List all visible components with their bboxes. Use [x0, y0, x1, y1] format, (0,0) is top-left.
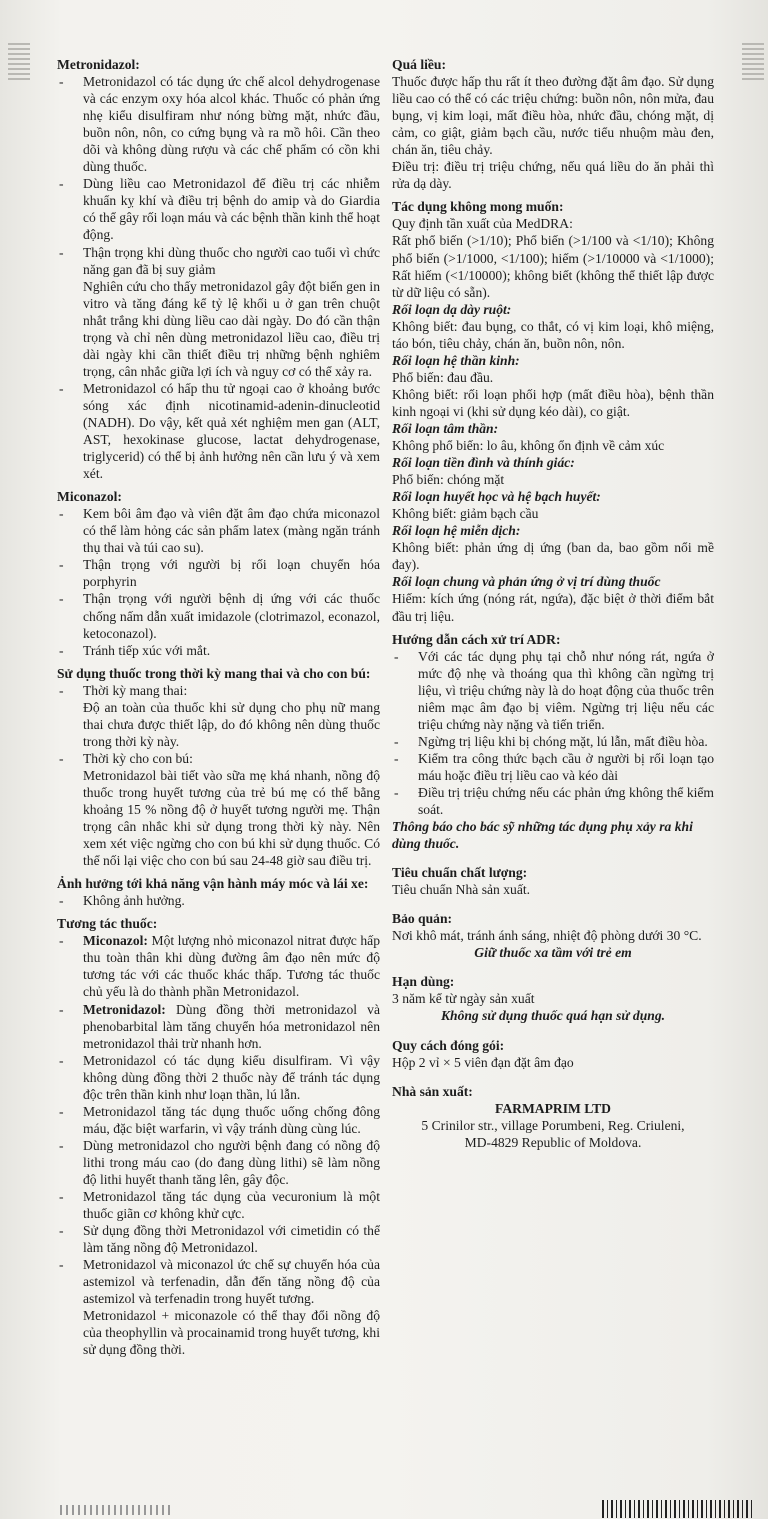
metronidazol-section: [57, 56, 380, 482]
adverse-group-text: Phổ biến: chóng mặt: [392, 472, 505, 488]
adr-heading: Hướng dẫn cách xử trí ADR:: [392, 631, 561, 647]
footer-print-marks: [60, 1505, 170, 1515]
packing-text: Hộp 2 vỉ × 5 viên đạn đặt âm đạo: [392, 1054, 574, 1070]
adverse-group-heading: Rối loạn tiền đình và thính giác:: [392, 455, 575, 471]
storage-section: [392, 910, 714, 961]
list-item: - Thận trọng với người bị rối loạn chuyển hóa porphyrin: [59, 557, 380, 590]
list-item: - Metronidazol và miconazol ức chế sự chuyển hóa của astemizol và terfenadin, dẫn đến tăng nồng độ của astemizol và terfenadin trong huyết tương.: [59, 1257, 380, 1307]
quality-section: [392, 864, 714, 898]
adverse-group: [392, 301, 714, 352]
list-item: - Metronidazol tăng tác dụng của vecuronium là một thuốc giãn cơ không khử cực.: [59, 1189, 380, 1222]
maker-address-line-1: 5 Crinilor str., village Porumbeni, Reg. Criuleni,: [421, 1117, 685, 1133]
list-item: - Metronidazol: Dùng đồng thời metronidazol và phenobarbital làm tăng chuyển hóa metronidazol nên metronidazol thải trừ nhanh hơn.: [59, 1001, 380, 1051]
adverse-group-heading: Rối loạn huyết học và hệ bạch huyết:: [392, 489, 601, 505]
list-item: - Tránh tiếp xúc với mắt.: [59, 642, 211, 658]
adr-section: [392, 631, 714, 853]
expiry-section: [392, 973, 714, 1024]
packing-heading: Quy cách đóng gói:: [392, 1037, 505, 1053]
interactions-section: [57, 915, 380, 1358]
overdose-heading: Quá liều:: [392, 57, 447, 72]
adverse-group-heading: Rối loạn dạ dày ruột:: [392, 301, 512, 317]
left-column: [57, 56, 380, 1359]
adverse-group: [392, 454, 714, 488]
frequency-definitions: Rất phổ biến (>1/10); Phổ biến (>1/100 và <1/10); Không phổ biến (>1/1000, <1/100); hiếm (>1/10000 và <1/1000); Rất hiếm (<1/10000); không biết (không thể thiết lập được từ dữ liệu có sẵn).: [392, 233, 714, 300]
adverse-group: [392, 420, 714, 454]
right-edge-print-marks: [742, 40, 764, 83]
list-item: - Metronidazol có tác dụng ức chế alcol dehydrogenase và các enzym oxy hóa alcol khác. Thuốc có phản ứng nhẹ kiểu disulfiram như nóng bừng mặt, nhức đầu, buồn nôn, nôn, co cứng bụng và ra mồ hôi. Cần theo dõi và không dùng rượu và các chế phẩm có cồn khi dùng thuốc.: [59, 74, 380, 175]
storage-text: Nơi khô mát, tránh ánh sáng, nhiệt độ phòng dưới 30 °C.: [392, 928, 702, 944]
adverse-group-text: Không biết: đau bụng, co thắt, có vị kim loại, khô miệng, táo bón, tiêu chảy, chán ăn, buồn nôn, nôn.: [392, 318, 714, 351]
list-item: - Ngừng trị liệu khi bị chóng mặt, lú lẫn, mất điều hòa.: [394, 733, 708, 749]
list-item: - Không ảnh hưởng.: [59, 893, 185, 909]
list-item: - Dùng liều cao Metronidazol để điều trị các nhiễm khuẩn kỵ khí và điều trị bệnh do amip và do Giardia có thể gây rối loạn máu và các bệnh thần kinh thể hoạt động.: [59, 176, 380, 243]
adverse-group-heading: Rối loạn chung và phản ứng ở vị trí dùng thuốc: [392, 574, 661, 590]
expiry-text: 3 năm kể từ ngày sản xuất: [392, 991, 535, 1007]
left-edge-print-marks: [8, 40, 30, 83]
adverse-heading: Tác dụng không mong muốn:: [392, 199, 564, 215]
pregnancy-text: Độ an toàn của thuốc khi sử dụng cho phụ nữ mang thai chưa được thiết lập, do đó không nên dùng thuốc trong thời kỳ này.: [83, 699, 380, 749]
expiry-heading: Hạn dùng:: [392, 974, 455, 990]
adverse-section: [392, 198, 714, 624]
overdose-treatment: Điều trị: điều trị triệu chứng, nếu quá liều do ăn phải thì rửa dạ dày.: [392, 159, 714, 192]
adverse-group-heading: Rối loạn tâm thần:: [392, 420, 499, 436]
list-item: - Thời kỳ cho con bú:: [59, 750, 193, 766]
adverse-group-text: Không phổ biến: lo âu, không ổn định về cảm xúc: [392, 438, 665, 454]
list-item: - Metronidazol có tác dụng kiểu disulfiram. Vì vậy không dùng đồng thời 2 thuốc này để tránh tác dụng độc trên thần kinh như loạn thần, lú lẫn.: [59, 1052, 380, 1102]
adr-notice: Thông báo cho bác sỹ những tác dụng phụ xảy ra khi dùng thuốc.: [392, 819, 693, 852]
adverse-group-heading: Rối loạn hệ thần kinh:: [392, 352, 520, 368]
overdose-section: [392, 56, 714, 192]
miconazol-heading: Miconazol:: [57, 489, 122, 505]
adverse-group-text: Phổ biến: đau đầu. Không biết: rối loạn phối hợp (mất điều hòa), bệnh thần kinh ngoại vi (khi sử dụng kéo dài), co giật.: [392, 369, 714, 419]
adverse-group-text: Không biết: giảm bạch cầu: [392, 506, 539, 522]
list-item: - Kem bôi âm đạo và viên đặt âm đạo chứa miconazol có thể làm hỏng các sản phẩm latex (màng ngăn tránh thụ thai và túi cao su).: [59, 506, 380, 556]
storage-note: Giữ thuốc xa tầm với trẻ em: [474, 945, 632, 961]
meddra-intro: Quy định tần xuất của MedDRA:: [392, 216, 573, 232]
maker-section: [392, 1083, 714, 1151]
list-item: - Điều trị triệu chứng nếu các phản ứng không thể kiểm soát.: [394, 784, 714, 818]
storage-heading: Bảo quản:: [392, 911, 453, 927]
list-item: - Metronidazol có hấp thu tử ngoại cao ở khoảng bước sóng xác định nicotinamid-adenin-dinucleotid (NADH). Do vậy, kết quả xét nghiệm men gan (ALT, AST, hexokinase glucose, lactat dehydrogenase, triglycerid) có thể bị ảnh hưởng nên cần lưu ý và xem xét.: [59, 380, 380, 482]
list-item: - Kiểm tra công thức bạch cầu ở người bị rối loạn tạo máu hoặc điều trị liều cao và kéo dài: [394, 750, 714, 783]
adverse-group: [392, 573, 714, 624]
list-item: - Miconazol: Một lượng nhỏ miconazol nitrat được hấp thu toàn thân khi dùng đường âm đạo nên mức độ tương tác với các thuốc khác thấp. Tương tác thuốc chủ yếu là do thành phần Metronidazol.: [59, 933, 380, 1000]
metronidazol-heading: Metronidazol:: [57, 57, 140, 72]
list-item: - Sử dụng đồng thời Metronidazol với cimetidin có thể làm tăng nồng độ Metronidazol.: [59, 1223, 380, 1256]
research-note: Nghiên cứu cho thấy metronidazol gây đột biến gen in vitro và tăng đáng kể tỷ lệ khối u ở gan trên chuột nhắt trắng khi dùng liều cao dài ngày. Do đó cần thận trọng và chỉ nên dùng metronidazol liều cao, điều trị dài ngày khi cần thiết điều trị những bệnh nghiêm trọng, cân nhắc giữa lợi ích và nguy cơ có thể xảy ra.: [83, 278, 380, 379]
right-column: [392, 56, 714, 1151]
maker-address-line-2: MD-4829 Republic of Moldova.: [464, 1134, 642, 1150]
quality-text: Tiêu chuẩn Nhà sản xuất.: [392, 882, 531, 898]
adverse-group-heading: Rối loạn hệ miễn dịch:: [392, 523, 521, 539]
adverse-group: [392, 522, 714, 573]
list-item: - Dùng metronidazol cho người bệnh đang có nồng độ lithi trong máu cao (do đang dùng lithi) sẽ làm nồng độ lithi huyết thanh tăng lên, gây độc.: [59, 1137, 380, 1187]
machinery-heading: Ảnh hưởng tới khả năng vận hành máy móc và lái xe:: [57, 876, 369, 892]
list-item: - Thận trọng khi dùng thuốc cho người cao tuổi vì chức năng gan đã bị suy giảm: [59, 244, 380, 277]
quality-heading: Tiêu chuẩn chất lượng:: [392, 865, 528, 881]
adverse-group: [392, 488, 714, 522]
miconazol-section: [57, 488, 380, 658]
interactions-heading: Tương tác thuốc:: [57, 916, 158, 932]
maker-name: FARMAPRIM LTD: [495, 1100, 611, 1116]
pregnancy-heading: Sử dụng thuốc trong thời kỳ mang thai và cho con bú:: [57, 665, 371, 681]
nursing-text: Metronidazol bài tiết vào sữa mẹ khá nhanh, nồng độ thuốc trong huyết tương của trẻ bú mẹ có thể bằng khoảng 15 % nồng độ ở huyết tương người mẹ. Thận trọng cân nhắc khi sử dụng trong thời kỳ này. Nên xem xét việc ngừng cho con bú khi sử dụng thuốc. Có thể nối lại việc cho con bú sau 24-48 giờ sau điều trị.: [83, 767, 380, 869]
list-item: - Thận trọng với người bệnh dị ứng với các thuốc chống nấm dẫn xuất imidazole (clotrimazol, econazol, ketoconazol).: [59, 591, 380, 641]
adverse-group-text: Không biết: phản ứng dị ứng (ban da, bao gồm nổi mề đay).: [392, 540, 714, 573]
expiry-note: Không sử dụng thuốc quá hạn sử dụng.: [440, 1008, 666, 1024]
maker-heading: Nhà sản xuất:: [392, 1083, 473, 1099]
packing-section: [392, 1037, 714, 1071]
list-item: - Với các tác dụng phụ tại chỗ như nóng rát, ngứa ở mức độ nhẹ và thoáng qua thì không cần ngừng trị liệu, vì triệu chứng này là do hoạt động của thuốc trên niêm mạc âm đạo bị viêm. Ngừng trị liệu nếu các triệu chứng này nặng và tiến triển.: [394, 648, 714, 732]
pregnancy-section: [57, 665, 380, 870]
overdose-text: Thuốc được hấp thu rất ít theo đường đặt âm đạo. Sử dụng liều cao có thể có các triệu chứng: buồn nôn, nôn mửa, đau bụng, vị kim loại, mất điều hòa, nhức đầu, chóng mặt, dị cảm, co giật, giảm bạch cầu, nước tiểu nhuộm màu đen, chán ăn, tiêu chảy.: [392, 74, 714, 158]
list-item: - Thời kỳ mang thai:: [59, 682, 188, 698]
adverse-group-text: Hiếm: kích ứng (nóng rát, ngứa), đặc biệt ở thời điểm bắt đầu trị liệu.: [392, 591, 714, 624]
machinery-section: [57, 875, 380, 909]
list-item: - Metronidazol tăng tác dụng thuốc uống chống đông máu, đặc biệt warfarin, vì vậy tránh dùng cùng lúc.: [59, 1103, 380, 1136]
interactions-tail: Metronidazol + miconazole có thể thay đổi nồng độ của theophyllin và procainamid trong huyết tương, khi sử dụng đồng thời.: [83, 1308, 380, 1358]
adverse-group: [392, 352, 714, 420]
barcode-strip: [602, 1500, 752, 1518]
